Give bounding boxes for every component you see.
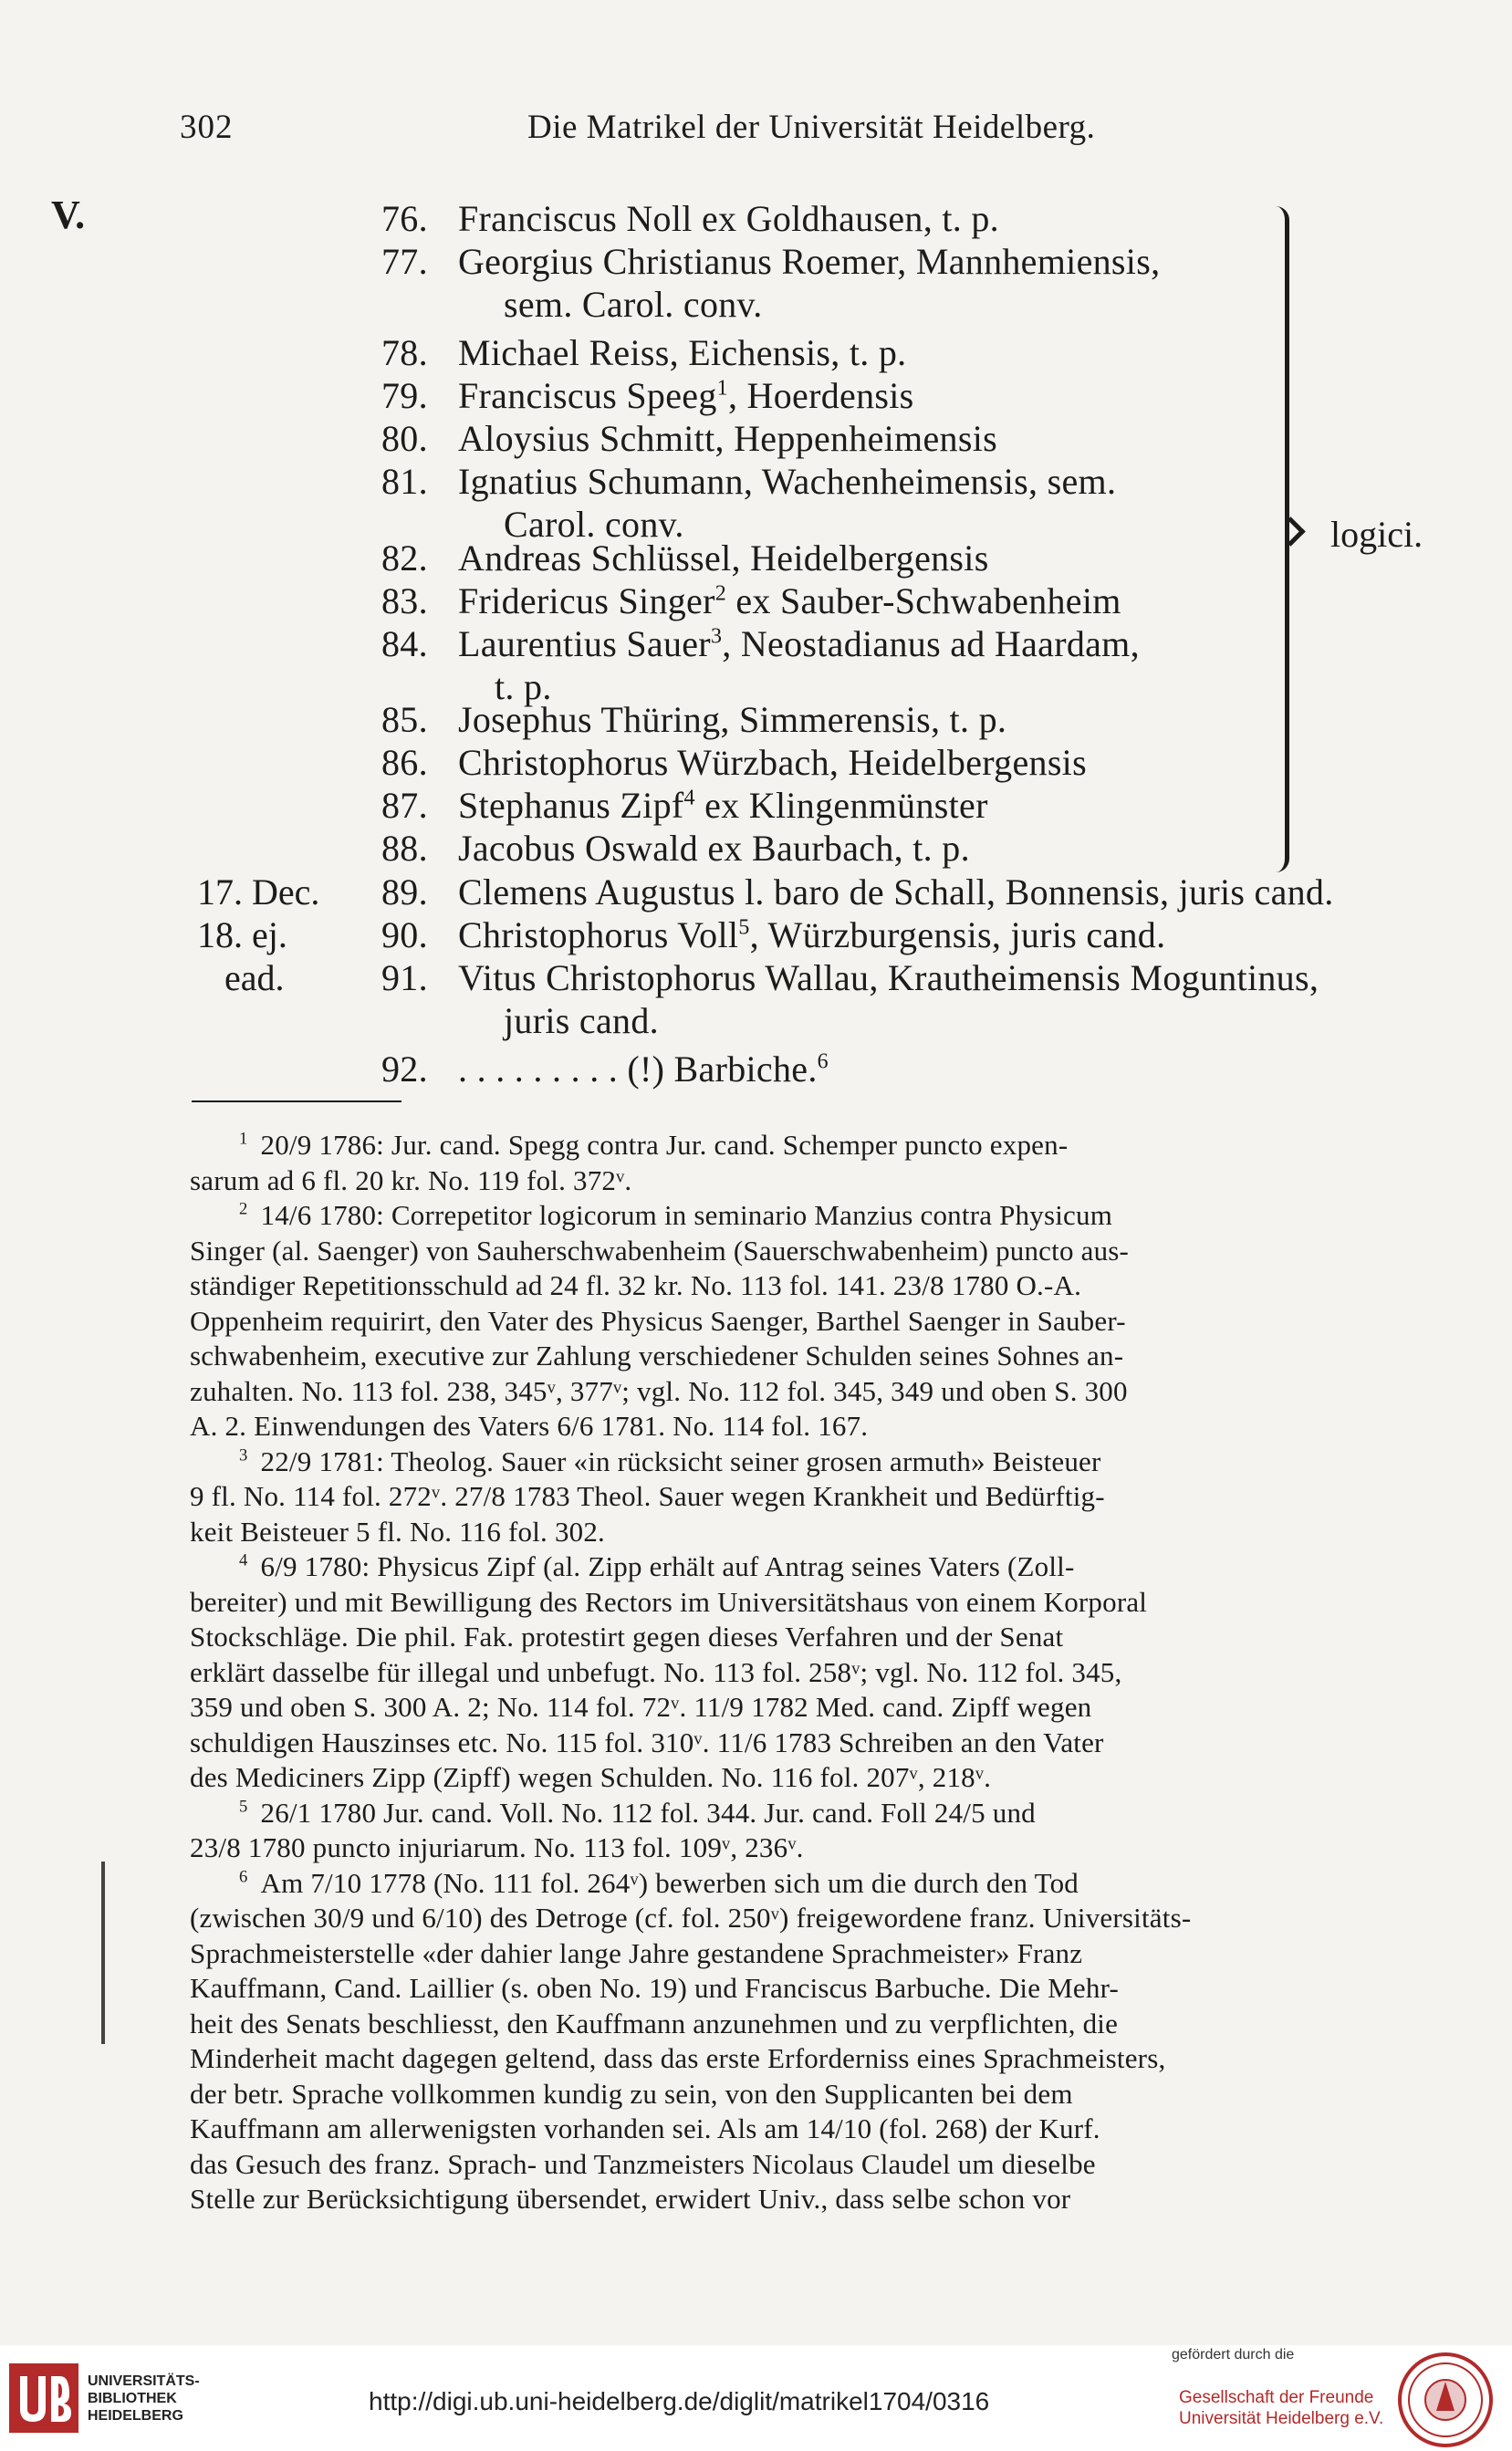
entry-number: 91. <box>381 957 428 998</box>
footnote-line: 9 fl. No. 114 fol. 272ᵛ. 27/8 1783 Theol. Sauer wegen Krankheit und Bedürftig- <box>190 1480 1105 1512</box>
entry-origin: , Hoerdensis <box>727 375 914 416</box>
footnote-line: Oppenheim requirirt, den Vater des Physicus Saenger, Barthel Saenger in Sauber- <box>190 1304 1126 1337</box>
footnote-line: Kauffmann am allerwenigsten vorhanden sei. Als am 14/10 (fol. 268) der Kurf. <box>190 2112 1100 2144</box>
footnote-divider <box>192 1100 401 1102</box>
entry-name: Ignatius Schumann, Wachenheimensis, sem. <box>458 461 1117 502</box>
footnote <box>239 1128 1068 1163</box>
footnote-text: 26/1 1780 Jur. cand. Voll. No. 112 fol. 344. Jur. cand. Foll 24/5 und <box>260 1796 1036 1829</box>
section-mark: V. <box>51 193 86 237</box>
entry-number: 85. <box>381 699 428 740</box>
entry-name: Michael Reiss, Eichensis, t. p. <box>458 332 907 373</box>
entry-name: Christophorus Voll <box>458 914 739 955</box>
footnote <box>239 1445 1101 1480</box>
entry-continuation: Carol. conv. <box>504 504 684 545</box>
entry-number: 77. <box>381 241 428 282</box>
sponsor-label: gefördert durch die <box>1172 2347 1295 2362</box>
entry-name: Christophorus Würzbach, Heidelbergensis <box>458 742 1087 783</box>
entry-name: Laurentius Sauer <box>458 623 711 664</box>
entry-number: 82. <box>381 537 428 579</box>
entry-date: ead. <box>224 957 285 998</box>
footnote-line: schuldigen Hauszinses etc. No. 115 fol. 310ᵛ. 11/6 1783 Schreiben an den Vater <box>190 1726 1104 1758</box>
footnote-line: (zwischen 30/9 und 6/10) des Detroge (cf. fol. 250ᵛ) freigewordene franz. Universitäts- <box>190 1902 1192 1934</box>
matriculation-entry <box>381 538 989 579</box>
footnote-line: der betr. Sprache vollkommen kundig zu sein, von den Supplicanten bei dem <box>190 2077 1073 2110</box>
footnote-marker: 2 <box>239 1199 248 1219</box>
matriculation-entry <box>381 700 1006 740</box>
entry-continuation: juris cand. <box>504 1000 659 1041</box>
matriculation-entry <box>381 419 997 459</box>
matriculation-entry <box>381 786 988 826</box>
matriculation-entry <box>381 199 999 239</box>
entry-number: 84. <box>381 623 428 664</box>
footnote-marker: 1 <box>239 1129 248 1149</box>
matriculation-entry <box>381 872 1334 913</box>
footnote-text: Am 7/10 1778 (No. 111 fol. 264ᵛ) bewerben sich um die durch den Tod <box>260 1866 1079 1899</box>
entry-name: Jacobus Oswald ex Baurbach, t. p. <box>458 828 970 869</box>
footnote-line: schwabenheim, executive zur Zahlung verschiedener Schulden seines Sohnes an- <box>190 1340 1124 1372</box>
entry-number: 92. <box>381 1048 428 1090</box>
matriculation-entry <box>381 743 1087 783</box>
matriculation-entry <box>381 462 1116 502</box>
entry-name: Fridericus Singer <box>458 580 715 621</box>
matriculation-entry <box>381 333 906 373</box>
footnote-line: Sprachmeisterstelle «der dahier lange Jahre gestandene Sprachmeister» Franz <box>190 1936 1083 1969</box>
footnote-ref: 2 <box>714 581 727 606</box>
footnote-line: Stelle zur Berücksichtigung übersendet, erwidert Univ., dass selbe schon vor <box>190 2183 1071 2215</box>
entry-name: Josephus Thüring, Simmerensis, t. p. <box>458 699 1007 740</box>
matriculation-entry <box>381 242 1160 282</box>
matriculation-entry <box>381 958 1319 998</box>
footnote-line: Singer (al. Saenger) von Sauherschwabenheim (Sauerschwabenheim) puncto aus- <box>190 1234 1130 1267</box>
university-seal-icon <box>1396 2351 1495 2449</box>
footnote-line: Minderheit macht dagegen geltend, dass das erste Erforderniss eines Sprachmeisters, <box>190 2042 1166 2074</box>
entry-name: Stephanus Zipf <box>458 785 684 826</box>
matriculation-entry <box>381 1049 829 1090</box>
entry-number: 86. <box>381 742 428 783</box>
entry-number: 83. <box>381 580 428 621</box>
footnote-line: des Mediciners Zipp (Zipff) wegen Schulden. No. 116 fol. 207ᵛ, 218ᵛ. <box>190 1761 992 1793</box>
footnote-line: Kauffmann, Cand. Laillier (s. oben No. 19) und Franciscus Barbuche. Die Mehr- <box>190 1972 1119 2004</box>
footnote-line: erklärt dasselbe für illegal und unbefugt. No. 113 fol. 258ᵛ; vgl. No. 112 fol. 345, <box>190 1655 1122 1688</box>
footnote-line: keit Beisteuer 5 fl. No. 116 fol. 302. <box>190 1515 606 1548</box>
matriculation-entry <box>381 581 1121 621</box>
entry-number: 87. <box>381 785 428 826</box>
entry-name: Clemens Augustus l. baro de Schall, Bonnensis, juris cand. <box>458 871 1334 913</box>
entry-origin: , Neostadianus ad Haardam, <box>722 623 1140 664</box>
footer-bar <box>0 2345 1512 2451</box>
footnote <box>239 1549 1074 1585</box>
footnote-ref: 1 <box>716 376 728 401</box>
entry-number: 90. <box>381 914 428 955</box>
entry-number: 88. <box>381 828 428 869</box>
footnote-marker: 5 <box>239 1797 248 1817</box>
matriculation-entry <box>381 624 1140 664</box>
entry-date: 17. Dec. <box>197 871 320 913</box>
entry-number: 76. <box>381 198 428 239</box>
entry-origin: ex Klingenmünster <box>694 785 988 826</box>
entry-name: Franciscus Speeg <box>458 375 717 416</box>
footnote-line: ständiger Repetitionsschuld ad 24 fl. 32 kr. No. 113 fol. 141. 23/8 1780 O.-A. <box>190 1269 1082 1301</box>
matriculation-entry <box>381 915 1165 955</box>
entry-number: 80. <box>381 418 428 459</box>
entry-name: Andreas Schlüssel, Heidelbergensis <box>458 537 989 579</box>
entry-number: 89. <box>381 871 428 913</box>
footnote-line: 359 und oben S. 300 A. 2; No. 114 fol. 72ᵛ. 11/9 1782 Med. cand. Zipff wegen <box>190 1691 1092 1723</box>
entry-name: Aloysius Schmitt, Heppenheimensis <box>458 418 997 459</box>
footnote-marker: 4 <box>239 1550 248 1570</box>
entry-name: Georgius Christianus Roemer, Mannhemiensis, <box>458 241 1161 282</box>
footnote <box>239 1796 1036 1831</box>
footnote-line: A. 2. Einwendungen des Vaters 6/6 1781. No. 114 fol. 167. <box>190 1410 869 1442</box>
running-title: Die Matrikel der Universität Heidelberg. <box>527 109 1096 146</box>
footnote-line: 23/8 1780 puncto injuriarum. No. 113 fol. 109ᵛ, 236ᵛ. <box>190 1831 804 1863</box>
entry-continuation: sem. Carol. conv. <box>504 284 763 325</box>
matriculation-entry <box>381 376 914 416</box>
entry-origin: ex Sauber-Schwabenheim <box>726 580 1121 621</box>
footnote <box>239 1866 1079 1902</box>
source-url-link[interactable]: http://digi.ub.uni-heidelberg.de/diglit/matrikel1704/0316 <box>369 2387 990 2415</box>
footnote-text: 14/6 1780: Correpetitor logicorum in seminario Manzius contra Physicum <box>260 1199 1113 1231</box>
entry-date: 18. ej. <box>197 914 287 955</box>
entry-name: Franciscus Noll ex Goldhausen, t. p. <box>458 198 999 239</box>
footnote-ref: 3 <box>710 624 723 649</box>
footnote-text: 20/9 1786: Jur. cand. Spegg contra Jur. cand. Schemper puncto expen- <box>260 1129 1069 1161</box>
entry-name: . . . . . . . . . (!) Barbiche. <box>458 1048 818 1090</box>
footnote-marker: 3 <box>239 1445 248 1465</box>
entry-number: 79. <box>381 375 428 416</box>
footnote-marker: 6 <box>239 1867 248 1887</box>
footnote-line: bereiter) und mit Bewilligung des Rectors im Universitätshaus von einem Korporal <box>190 1585 1148 1618</box>
bracket-label: logici. <box>1330 514 1423 555</box>
library-name: UNIVERSITÄTS- BIBLIOTHEK HEIDELBERG <box>88 2373 200 2424</box>
footnote-line: heit des Senats beschliesst, den Kauffmann anzunehmen und zu verpflichten, die <box>190 2007 1119 2039</box>
entry-origin: , Würzburgensis, juris cand. <box>749 914 1166 955</box>
entry-number: 81. <box>381 461 428 502</box>
footnote-text: 22/9 1781: Theolog. Sauer «in rücksicht seiner grosen armuth» Beisteuer <box>260 1445 1101 1477</box>
margin-mark <box>101 1862 105 2044</box>
footnote-text: 6/9 1780: Physicus Zipf (al. Zipp erhält auf Antrag seines Vaters (Zoll- <box>260 1550 1075 1582</box>
footnote-line: sarum ad 6 fl. 20 kr. No. 119 fol. 372ᵛ. <box>190 1163 632 1196</box>
entry-continuation: t. p. <box>495 666 552 707</box>
matriculation-entry <box>381 829 970 869</box>
footnote <box>239 1198 1112 1234</box>
library-logo-icon <box>9 2363 78 2433</box>
footnote-ref: 5 <box>738 915 750 940</box>
footnote-ref: 4 <box>683 786 695 810</box>
footnote-line: das Gesuch des franz. Sprach- und Tanzmeisters Nicolaus Claudel um dieselbe <box>190 2147 1096 2180</box>
footnote-line: zuhalten. No. 113 fol. 238, 345ᵛ, 377ᵛ; vgl. No. 112 fol. 345, 349 und oben S. 300 <box>190 1374 1128 1407</box>
footnote-ref: 6 <box>817 1049 829 1074</box>
sponsor-name: Gesellschaft der Freunde Universität Heidelberg e.V. <box>1179 2388 1384 2428</box>
entry-name: Vitus Christophorus Wallau, Krautheimensis Moguntinus, <box>458 957 1319 998</box>
entry-number: 78. <box>381 332 428 373</box>
footnote-line: Stockschläge. Die phil. Fak. protestirt gegen dieses Verfahren und der Senat <box>190 1621 1064 1653</box>
page-number: 302 <box>180 109 234 146</box>
